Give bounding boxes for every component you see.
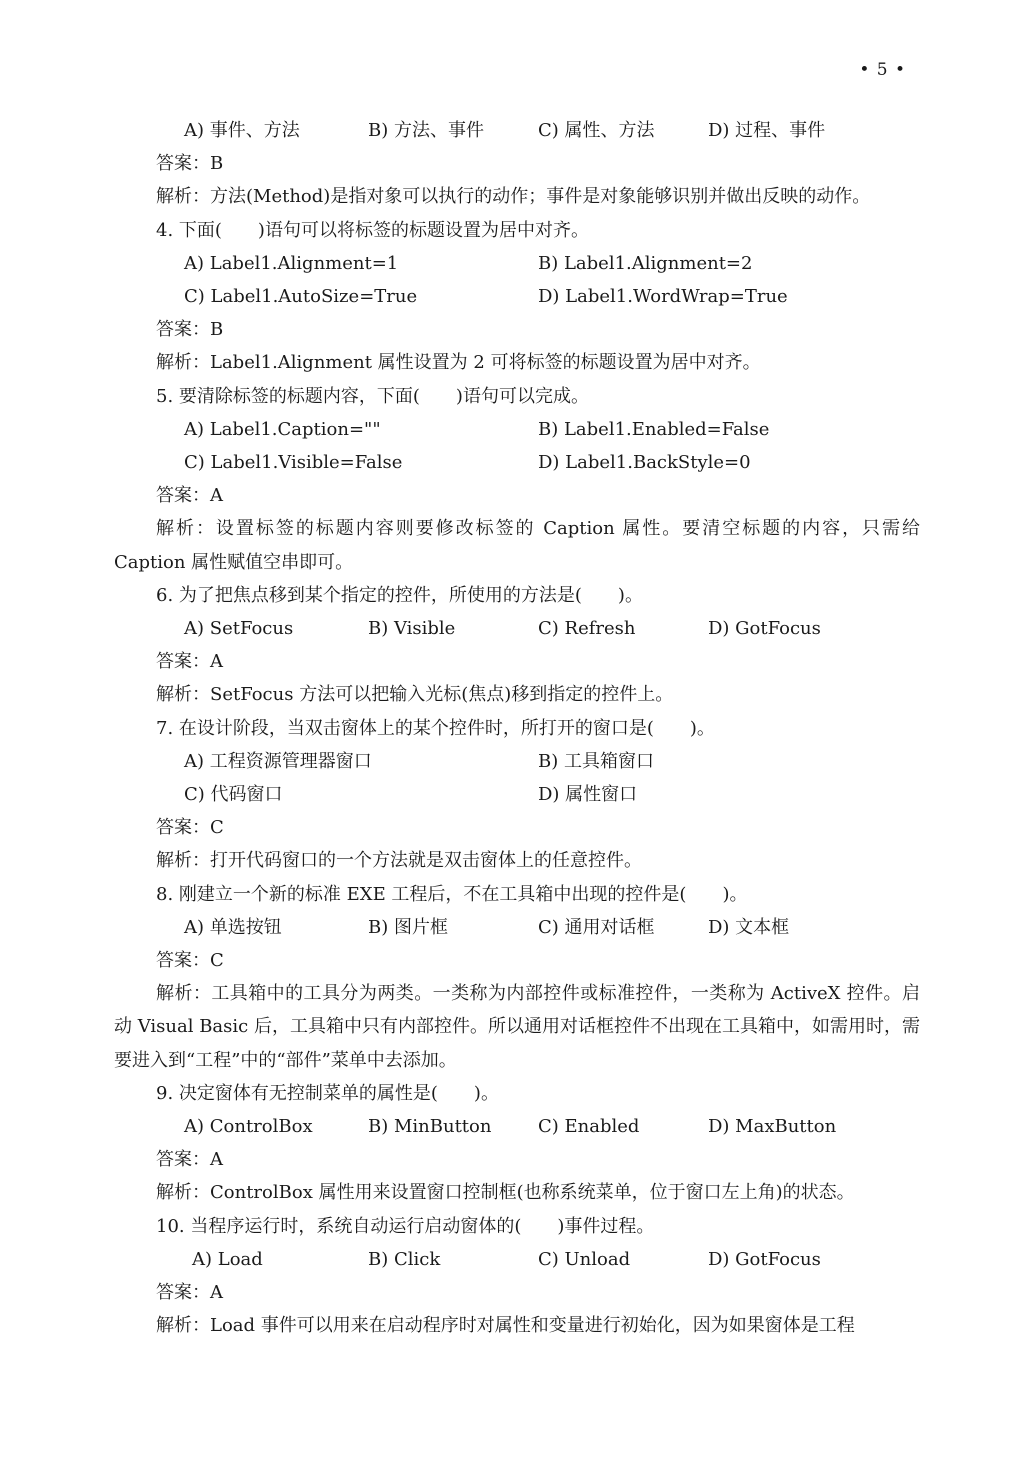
answer-line: 答案：A — [156, 1149, 223, 1171]
options-row — [114, 247, 920, 280]
option-item: B) Label1.Enabled=False — [538, 418, 770, 440]
option-item: C) Label1.AutoSize=True — [184, 285, 418, 307]
options-row — [114, 446, 920, 479]
option-item: D) 文本框 — [708, 916, 790, 938]
option-item: C) Refresh — [538, 617, 636, 639]
option-item: C) Label1.Visible=False — [184, 451, 403, 473]
option-item: D) 过程、事件 — [708, 120, 826, 141]
answer-line: 答案：B — [156, 153, 224, 175]
option-item: B) 图片框 — [368, 916, 448, 938]
explanation-paragraph: 解析：SetFocus 方法可以把输入光标(焦点)移到指定的控件上。 — [156, 684, 674, 706]
option-item: C) 通用对话框 — [538, 916, 655, 938]
question-line: 9. 决定窗体有无控制菜单的属性是( )。 — [156, 1082, 499, 1104]
options-row — [114, 745, 920, 778]
question-line: 7. 在设计阶段，当双击窗体上的某个控件时，所打开的窗口是( )。 — [156, 717, 715, 739]
answer-line: 答案：A — [156, 1281, 223, 1303]
explanation-paragraph: 解析：ControlBox 属性用来设置窗口控制框(也称系统菜单，位于窗口左上角)的状态。 — [156, 1182, 855, 1204]
answer-line: 答案：C — [156, 817, 224, 839]
option-item: D) GotFocus — [708, 617, 821, 639]
answer-line: 答案：A — [156, 651, 223, 673]
question-line: 4. 下面( )语句可以将标签的标题设置为居中对齐。 — [156, 219, 589, 241]
explanation-paragraph: 解析：Load 事件可以用来在启动程序时对属性和变量进行初始化，因为如果窗体是工程 — [156, 1315, 855, 1337]
page-content — [114, 114, 920, 1342]
options-row — [114, 911, 920, 944]
explanation-paragraph: 解析：Label1.Alignment 属性设置为 2 可将标签的标题设置为居中对齐。 — [156, 352, 761, 374]
option-item: C) 代码窗口 — [184, 783, 283, 805]
explanation-paragraph: 解析：工具箱中的工具分为两类。一类称为内部控件或标准控件，一类称为 ActiveX 控件。启动 Visual Basic 后，工具箱中只有内部控件。所以通用对话框控件不出现在工具箱中，如需用时，需要进入到“工程”中的“部件”菜单中去添加。 — [114, 983, 920, 1071]
option-item: A) Label1.Alignment=1 — [184, 252, 399, 274]
option-item: A) ControlBox — [184, 1115, 313, 1137]
question-line: 10. 当程序运行时，系统自动运行启动窗体的( )事件过程。 — [156, 1215, 655, 1237]
option-item: B) 工具箱窗口 — [538, 750, 654, 772]
option-item: A) 单选按钮 — [184, 916, 282, 938]
option-item: B) Click — [368, 1248, 441, 1270]
explanation-paragraph: 解析：设置标签的标题内容则要修改标签的 Caption 属性。要清空标题的内容，只需给 Caption 属性赋值空串即可。 — [114, 518, 920, 573]
explanation-paragraph: 解析：打开代码窗口的一个方法就是双击窗体上的任意控件。 — [156, 850, 642, 872]
option-item: C) Enabled — [538, 1115, 640, 1137]
question-line: 5. 要清除标签的标题内容，下面( )语句可以完成。 — [156, 385, 589, 407]
options-row — [114, 413, 920, 446]
options-row — [114, 1110, 920, 1143]
option-item: B) Visible — [368, 617, 456, 639]
option-item: A) Label1.Caption="" — [184, 418, 381, 440]
question-line: 6. 为了把焦点移到某个指定的控件，所使用的方法是( )。 — [156, 584, 643, 606]
option-item: B) 方法、事件 — [368, 120, 484, 141]
options-row — [114, 778, 920, 811]
answer-line: 答案：B — [156, 319, 224, 341]
option-item: D) Label1.BackStyle=0 — [538, 451, 751, 473]
option-item: A) SetFocus — [184, 617, 294, 639]
option-item: D) GotFocus — [708, 1248, 821, 1270]
options-row — [114, 612, 920, 645]
option-item: A) 事件、方法 — [184, 120, 300, 141]
option-item: D) MaxButton — [708, 1115, 837, 1137]
answer-line: 答案：A — [156, 485, 223, 507]
option-item: D) 属性窗口 — [538, 783, 638, 805]
options-row — [114, 1243, 920, 1276]
question-line: 8. 刚建立一个新的标准 EXE 工程后，不在工具箱中出现的控件是( )。 — [156, 883, 748, 905]
options-row — [114, 114, 920, 147]
option-item: A) Load — [192, 1248, 263, 1270]
option-item: B) MinButton — [368, 1115, 492, 1137]
explanation-paragraph: 解析：方法(Method)是指对象可以执行的动作；事件是对象能够识别并做出反映的动作。 — [156, 186, 871, 208]
option-item: A) 工程资源管理器窗口 — [184, 750, 372, 772]
option-item: B) Label1.Alignment=2 — [538, 252, 753, 274]
answer-line: 答案：C — [156, 949, 224, 971]
option-item: C) 属性、方法 — [538, 120, 655, 141]
options-row — [114, 280, 920, 313]
option-item: D) Label1.WordWrap=True — [538, 285, 788, 307]
option-item: C) Unload — [538, 1248, 631, 1270]
page-number: • 5 • — [859, 60, 906, 80]
